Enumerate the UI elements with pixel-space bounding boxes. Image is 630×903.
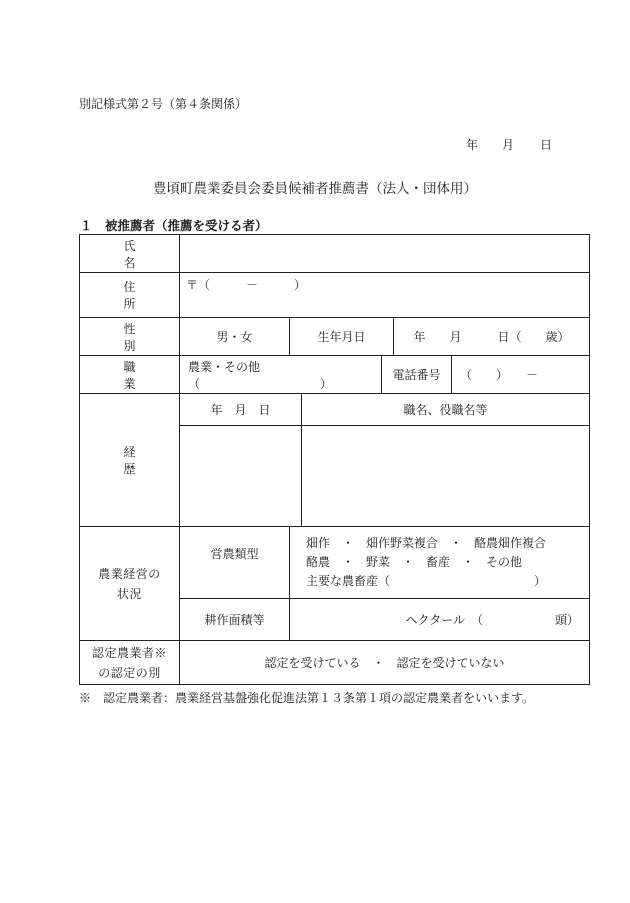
- footnote: ※ 認定農業者：農業経営基盤強化促進法第１３条第１項の認定農業者をいいます。: [79, 691, 535, 705]
- row-career-header: [80, 394, 590, 426]
- occupation-label: 職 業: [80, 356, 180, 394]
- farm-status-label-line1: 農業経営の: [98, 566, 161, 581]
- career-col-date: 年 月 日: [180, 394, 302, 426]
- address-label: 住 所: [80, 273, 180, 318]
- nominee-form-table: [79, 234, 590, 685]
- name-label: 氏 名: [80, 235, 180, 273]
- row-occupation: [80, 356, 590, 394]
- gender-label: 性 別: [80, 318, 180, 356]
- row-gender: [80, 318, 590, 356]
- certified-farmer-label-line1: 認定農業者※: [91, 645, 167, 660]
- phone-field[interactable]: （ ） －: [452, 356, 590, 394]
- certified-farmer-label: [80, 641, 180, 685]
- area-label: 耕作面積等: [180, 599, 290, 641]
- row-certification: [80, 641, 590, 685]
- career-date-field[interactable]: [180, 426, 302, 527]
- phone-label: 電話番号: [382, 356, 452, 394]
- postal-code: 〒（ － ）: [186, 278, 307, 292]
- gender-field[interactable]: 男・女: [180, 318, 290, 356]
- farm-type-options-2: 酪農 ・ 野菜 ・ 畜産 ・ その他: [306, 555, 523, 569]
- date-line: [466, 136, 552, 153]
- row-name: [80, 235, 590, 273]
- form-number: 別記様式第２号（第４条関係）: [79, 97, 248, 111]
- farm-type-field[interactable]: [290, 527, 590, 599]
- career-title-field[interactable]: [302, 426, 590, 527]
- date-year: 年: [466, 138, 479, 152]
- area-field[interactable]: [290, 599, 590, 641]
- address-field[interactable]: [180, 273, 590, 318]
- career-label: 経 歴: [80, 394, 180, 527]
- section-heading: １ 被推薦者（推薦を受ける者）: [80, 218, 268, 233]
- farm-status-label: [80, 527, 180, 641]
- career-col-title: 職名、役職名等: [302, 394, 590, 426]
- row-farm-type: [80, 527, 590, 599]
- row-address: [80, 273, 590, 318]
- date-month: 月: [502, 138, 515, 152]
- birth-label: 生年月日: [290, 318, 394, 356]
- farm-status-label-line2: 状況: [116, 586, 142, 601]
- document-title: 豊頃町農業委員会委員候補者推薦書（法人・団体用）: [153, 181, 477, 197]
- certified-farmer-label-line2: の認定の別: [98, 665, 161, 680]
- birth-field[interactable]: 年 月 日（ 歳）: [394, 318, 590, 356]
- farm-type-options-1: 畑作 ・ 畑作野菜複合 ・ 酪農畑作複合: [306, 536, 547, 550]
- date-day: 日: [540, 138, 553, 152]
- farm-type-main-product: 主要な農畜産（ ）: [306, 574, 547, 588]
- certification-field[interactable]: 認定を受けている ・ 認定を受けていない: [180, 641, 590, 685]
- farm-type-label: 営農類型: [180, 527, 290, 599]
- area-value: ヘクタール （ 頭）: [405, 613, 580, 627]
- name-field[interactable]: [180, 235, 590, 273]
- occupation-field[interactable]: 農業・その他（ ）: [180, 356, 382, 394]
